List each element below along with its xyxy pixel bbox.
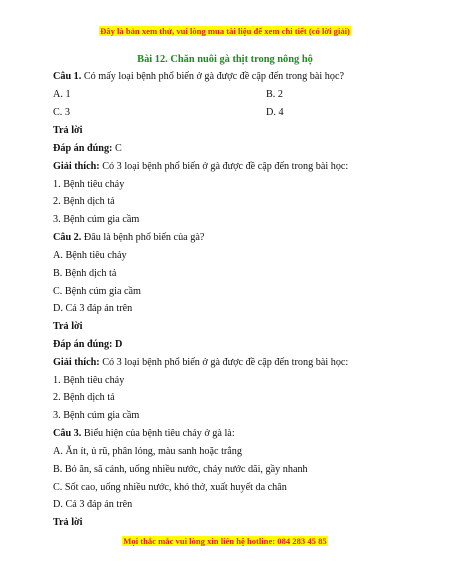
hotline-text: Mọi thắc mắc vui lòng xin liên hệ hotline: 084 283 45 85	[123, 536, 327, 546]
question-2-label: Câu 2.	[53, 232, 82, 243]
question-1-explanation	[53, 161, 348, 173]
question-1-explanation-label: Giải thích:	[53, 161, 100, 172]
question-2-explanation-text: Có 3 loại bệnh phổ biến ở gà được đề cập đến trong bài học:	[102, 357, 349, 368]
question-3-text: Biểu hiện của bệnh tiêu chảy ở gà là:	[83, 428, 235, 439]
question-1-text: Có mấy loại bệnh phổ biến ở gà được đề cập đến trong bài học?	[83, 71, 345, 82]
question-2-option-c: C. Bệnh cúm gia cầm	[53, 286, 141, 297]
question-1-option-b: B. 2	[266, 89, 283, 100]
question-1-answer	[53, 143, 122, 155]
question-3	[53, 428, 235, 440]
question-1-option-d: D. 4	[266, 107, 284, 118]
lesson-title: Bài 12. Chăn nuôi gà thịt trong nông hộ	[137, 54, 313, 65]
question-3-answer-heading: Trả lời	[53, 517, 83, 528]
question-1-list-item-3: 3. Bệnh cúm gia cầm	[53, 214, 140, 225]
preview-notice-banner	[0, 26, 450, 36]
question-3-option-c: C. Sốt cao, uống nhiều nước, khó thở, xuất huyết da chân	[53, 482, 287, 493]
question-2-explanation-label: Giải thích:	[53, 357, 100, 368]
question-1-label: Câu 1.	[53, 71, 82, 82]
question-1-answer-label: Đáp án đúng:	[53, 143, 113, 154]
question-3-option-d: D. Cả 3 đáp án trên	[53, 499, 133, 510]
preview-notice-text: Đây là bản xem thử, vui lòng mua tài liệu để xem chi tiết (có lời giải)	[100, 26, 350, 36]
question-2-list-item-2: 2. Bệnh dịch tả	[53, 392, 115, 403]
question-2-answer-heading: Trả lời	[53, 321, 83, 332]
question-3-label: Câu 3.	[53, 428, 82, 439]
question-1-option-a: A. 1	[53, 89, 71, 100]
question-1-answer-heading: Trả lời	[53, 125, 83, 136]
question-1-answer-value: C	[115, 143, 122, 154]
question-1-list-item-2: 2. Bệnh dịch tả	[53, 196, 115, 207]
question-1-list-item-1: 1. Bệnh tiêu chảy	[53, 179, 125, 190]
question-2-option-d: D. Cả 3 đáp án trên	[53, 303, 133, 314]
question-2-list-item-3: 3. Bệnh cúm gia cầm	[53, 410, 140, 421]
question-2-option-b: B. Bệnh dịch tả	[53, 268, 117, 279]
question-1-explanation-text: Có 3 loại bệnh phổ biến ở gà được đề cập đến trong bài học:	[102, 161, 349, 172]
question-2-answer: Đáp án đúng: D	[53, 339, 123, 350]
question-2	[53, 232, 204, 244]
question-3-option-b: B. Bỏ ăn, sã cánh, uống nhiều nước, chảy nước dãi, gầy nhanh	[53, 464, 308, 475]
question-2-option-a: A. Bệnh tiêu chảy	[53, 250, 127, 261]
question-3-option-a: A. Ăn ít, ủ rũ, phân lỏng, màu sanh hoặc trắng	[53, 446, 242, 457]
question-2-explanation	[53, 357, 348, 369]
question-1-option-c: C. 3	[53, 107, 70, 118]
hotline-banner	[0, 536, 450, 546]
question-2-list-item-1: 1. Bệnh tiêu chảy	[53, 375, 125, 386]
question-2-text: Đâu là bệnh phổ biến của gà?	[83, 232, 205, 243]
question-1	[53, 71, 344, 83]
